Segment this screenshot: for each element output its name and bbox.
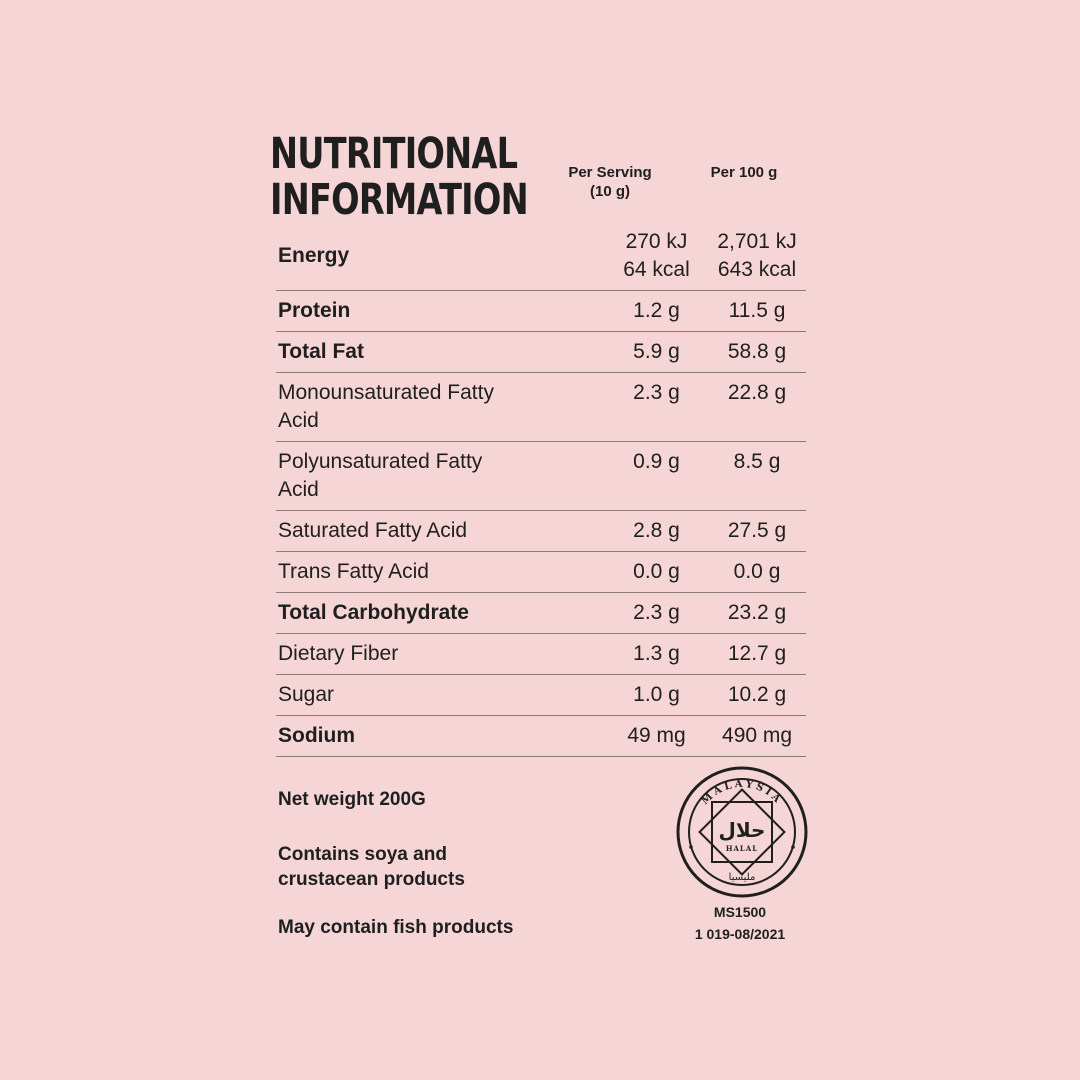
cert-number: 1 019-08/2021 [694, 926, 786, 942]
nutrient-label: Trans Fatty Acid [276, 552, 605, 593]
halal-arabic-bottom: مليسيا [728, 872, 756, 883]
nutrient-row [276, 511, 806, 552]
per-serving-value: 2.3 g [605, 373, 706, 442]
per-serving-value: 0.9 g [605, 442, 706, 511]
per-100g-value: 11.5 g [706, 291, 806, 332]
halal-malaysia-seal-icon [675, 765, 809, 899]
per-serving-value: 2.3 g [605, 593, 706, 634]
halal-center-text: HALAL [725, 844, 759, 853]
nutrient-row [276, 222, 806, 291]
per-serving-value: 5.9 g [605, 332, 706, 373]
per-100g-value: 490 mg [706, 716, 806, 757]
allergen-statement: Contains soya and crustacean products [278, 844, 465, 890]
nutrient-row [276, 634, 806, 675]
per-100g-value: 22.8 g [706, 373, 806, 442]
nutrient-label: Dietary Fiber [276, 634, 605, 675]
per-serving-value: 1.2 g [605, 291, 706, 332]
halal-ring-text: MALAYSIA [699, 778, 785, 808]
halal-arabic-text: حلال [718, 818, 766, 842]
column-header-per-serving: Per Serving (10 g) [568, 164, 652, 200]
title-line-2: INFORMATION [270, 175, 528, 225]
nutrient-row [276, 442, 806, 511]
nutrient-row [276, 552, 806, 593]
per-serving-value: 1.0 g [605, 675, 706, 716]
per-100g-value: 12.7 g [706, 634, 806, 675]
per-serving-value: 0.0 g [605, 552, 706, 593]
nutrient-row [276, 373, 806, 442]
per-100g-value: 8.5 g [706, 442, 806, 511]
may-contain-statement: May contain fish products [278, 917, 514, 938]
nutrient-label: Energy [276, 222, 605, 291]
per-serving-value: 1.3 g [605, 634, 706, 675]
nutrition-title [270, 131, 528, 223]
title-line-1: NUTRITIONAL [270, 129, 518, 179]
per-100g-value: 27.5 g [706, 511, 806, 552]
per-100g-value: 23.2 g [706, 593, 806, 634]
per-serving-value: 49 mg [605, 716, 706, 757]
nutrient-label: Protein [276, 291, 605, 332]
halal-certification [665, 901, 815, 945]
nutrient-label: Polyunsaturated Fatty Acid [276, 442, 605, 511]
nutrient-row [276, 332, 806, 373]
nutrient-row [276, 291, 806, 332]
nutrient-row [276, 593, 806, 634]
nutrient-label: Sodium [276, 716, 605, 757]
nutrition-table [276, 222, 806, 757]
cert-standard: MS1500 [713, 904, 767, 920]
nutrient-label: Saturated Fatty Acid [276, 511, 605, 552]
net-weight: Net weight 200G [278, 789, 426, 810]
nutrient-label: Sugar [276, 675, 605, 716]
per-serving-value: 2.8 g [605, 511, 706, 552]
per-100g-value: 2,701 kJ 643 kcal [706, 222, 806, 291]
nutrient-label: Monounsaturated Fatty Acid [276, 373, 605, 442]
per-serving-value: 270 kJ 64 kcal [605, 222, 706, 291]
nutrient-row [276, 716, 806, 757]
per-100g-value: 10.2 g [706, 675, 806, 716]
per-100g-value: 58.8 g [706, 332, 806, 373]
per-100g-value: 0.0 g [706, 552, 806, 593]
column-header-per-100g: Per 100 g [710, 164, 778, 181]
nutrient-label: Total Carbohydrate [276, 593, 605, 634]
nutrient-row [276, 675, 806, 716]
nutrient-label: Total Fat [276, 332, 605, 373]
